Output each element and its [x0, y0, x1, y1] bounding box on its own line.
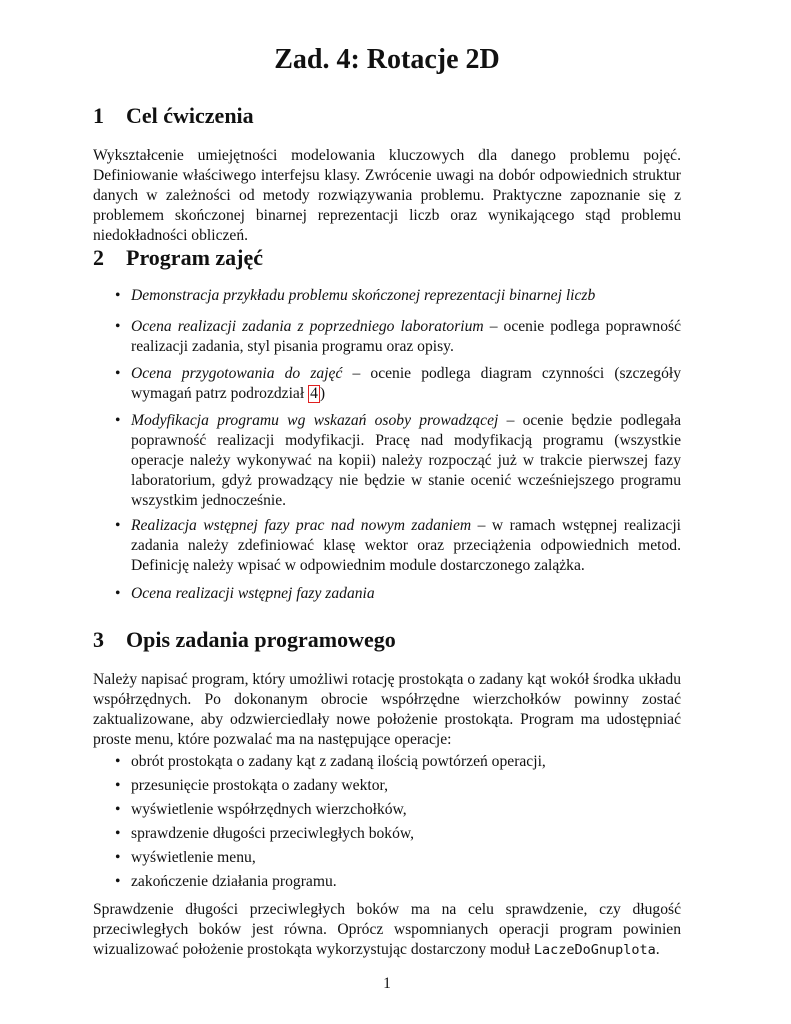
- bullet-icon: •: [115, 801, 121, 818]
- section-3-number: 3: [93, 627, 104, 652]
- list-item-text: przesunięcie prostokąta o zadany wektor,: [131, 777, 388, 794]
- section-3-paragraph: Należy napisać program, który umożliwi rotację prostokąta o zadany kąt wokół środka układu współrzędnych. Po dokonanym obrocie współrzędne wierzchołków powinny zostać zaktualizowane, aby odzwierciedlały nowe położenie prostokąta. Program ma udostępniać proste menu, które pozwalać ma na następujące operacje:: [93, 671, 681, 748]
- section-1-paragraph: Wykształcenie umiejętności modelowania kluczowych dla danego problemu pojęć. Definiowanie właściwego interfejsu klasy. Zwrócenie uwagi na dobór odpowiednich struktur danych w zależności od metody rozwiązywania problemu. Praktyczne zapoznanie się z problemem skończonej binarnej reprezentacji liczb oraz wynikającego stąd problemu niedokładności obliczeń.: [93, 147, 681, 244]
- bullet-icon: •: [115, 585, 121, 602]
- bullet-icon: •: [115, 777, 121, 794]
- bullet-icon: •: [115, 318, 121, 335]
- list-item-italic: Modyfikacja programu wg wskazań osoby prowadzącej: [131, 412, 499, 429]
- list-item-text: wyświetlenie menu,: [131, 849, 256, 866]
- section-2-heading: [93, 245, 263, 271]
- section-1-title: Cel ćwiczenia: [126, 103, 254, 128]
- list-item-italic: Ocena przygotowania do zajęć: [131, 365, 343, 382]
- list-item-italic: Ocena realizacji zadania z poprzedniego laboratorium: [131, 318, 484, 335]
- module-name-code: LaczeDoGnuplota: [533, 942, 656, 958]
- list-item-text: – ocenie podlega diagram czynności (szczegóły wymagań patrz podrozdział: [131, 365, 681, 402]
- list-item-italic: Ocena realizacji wstępnej fazy zadania: [131, 585, 375, 602]
- list-item: [93, 411, 681, 511]
- section-3-title: Opis zadania programowego: [126, 627, 396, 652]
- page-number: 1: [383, 975, 391, 992]
- list-item: [93, 872, 681, 892]
- list-item-text: sprawdzenie długości przeciwległych boków,: [131, 825, 415, 842]
- list-item-text-after: ): [319, 385, 326, 402]
- closing-text: Sprawdzenie długości przeciwległych boków ma na celu sprawdzenie, czy długość przeciwległych boków jest równa. Oprócz wspomnianych operacji program powinien wizualizować położenie prostokąta wykorzystując dostarczony moduł: [93, 901, 681, 958]
- list-item-text: – ocenie podlega poprawność realizacji zadania, styl pisania programu oraz opisy.: [131, 318, 681, 355]
- list-item-text: zakończenie działania programu.: [131, 873, 337, 890]
- list-item-italic: Realizacja wstępnej fazy prac nad nowym zadaniem: [131, 517, 472, 534]
- bullet-icon: •: [115, 365, 121, 382]
- bullet-icon: •: [115, 753, 121, 770]
- closing-end: .: [655, 941, 660, 958]
- list-item: [93, 776, 681, 796]
- list-item-text: – ocenie będzie podlegała poprawność realizacji modyfikacji. Pracę nad modyfikacją programu (wszystkie operacje należy wykonywać na kopii) należy rozpocząć już w trakcie pierwszej fazy laboratorium, gdyż prowadzący nie będzie w stanie ocenić wcześniejszego programu wszystkim jednocześnie.: [131, 412, 682, 509]
- bullet-icon: •: [115, 287, 121, 304]
- bullet-icon: •: [115, 825, 121, 842]
- list-item: [93, 364, 681, 404]
- section-reference-link[interactable]: 4: [310, 385, 318, 402]
- section-1-heading: [93, 103, 254, 129]
- bullet-icon: •: [115, 517, 121, 534]
- document-title: Zad. 4: Rotacje 2D: [274, 44, 500, 75]
- list-item: [93, 584, 681, 604]
- section-2-number: 2: [93, 245, 104, 270]
- section-1-number: 1: [93, 103, 104, 128]
- list-item: [93, 848, 681, 868]
- bullet-icon: •: [115, 412, 121, 429]
- list-item: [93, 317, 681, 357]
- list-item: [93, 516, 681, 576]
- list-item: [93, 286, 681, 306]
- list-item-text: wyświetlenie współrzędnych wierzchołków,: [131, 801, 407, 818]
- list-item-text: obrót prostokąta o zadany kąt z zadaną ilością powtórzeń operacji,: [131, 753, 546, 770]
- section-3-closing-paragraph: [93, 900, 681, 960]
- bullet-icon: •: [115, 849, 121, 866]
- section-3-heading: [93, 627, 396, 653]
- list-item: [93, 824, 681, 844]
- list-item: [93, 800, 681, 820]
- list-item-text: – w ramach wstępnej realizacji zadania należy zdefiniować klasę wektor oraz przeciążenia odpowiednich metod. Definicję należy wpisać w odpowiednim module dostarczonego zalążka.: [131, 517, 682, 574]
- section-2-title: Program zajęć: [126, 245, 264, 270]
- bullet-icon: •: [115, 873, 121, 890]
- list-item-italic: Demonstracja przykładu problemu skończonej reprezentacji binarnej liczb: [131, 287, 596, 304]
- list-item: [93, 752, 681, 772]
